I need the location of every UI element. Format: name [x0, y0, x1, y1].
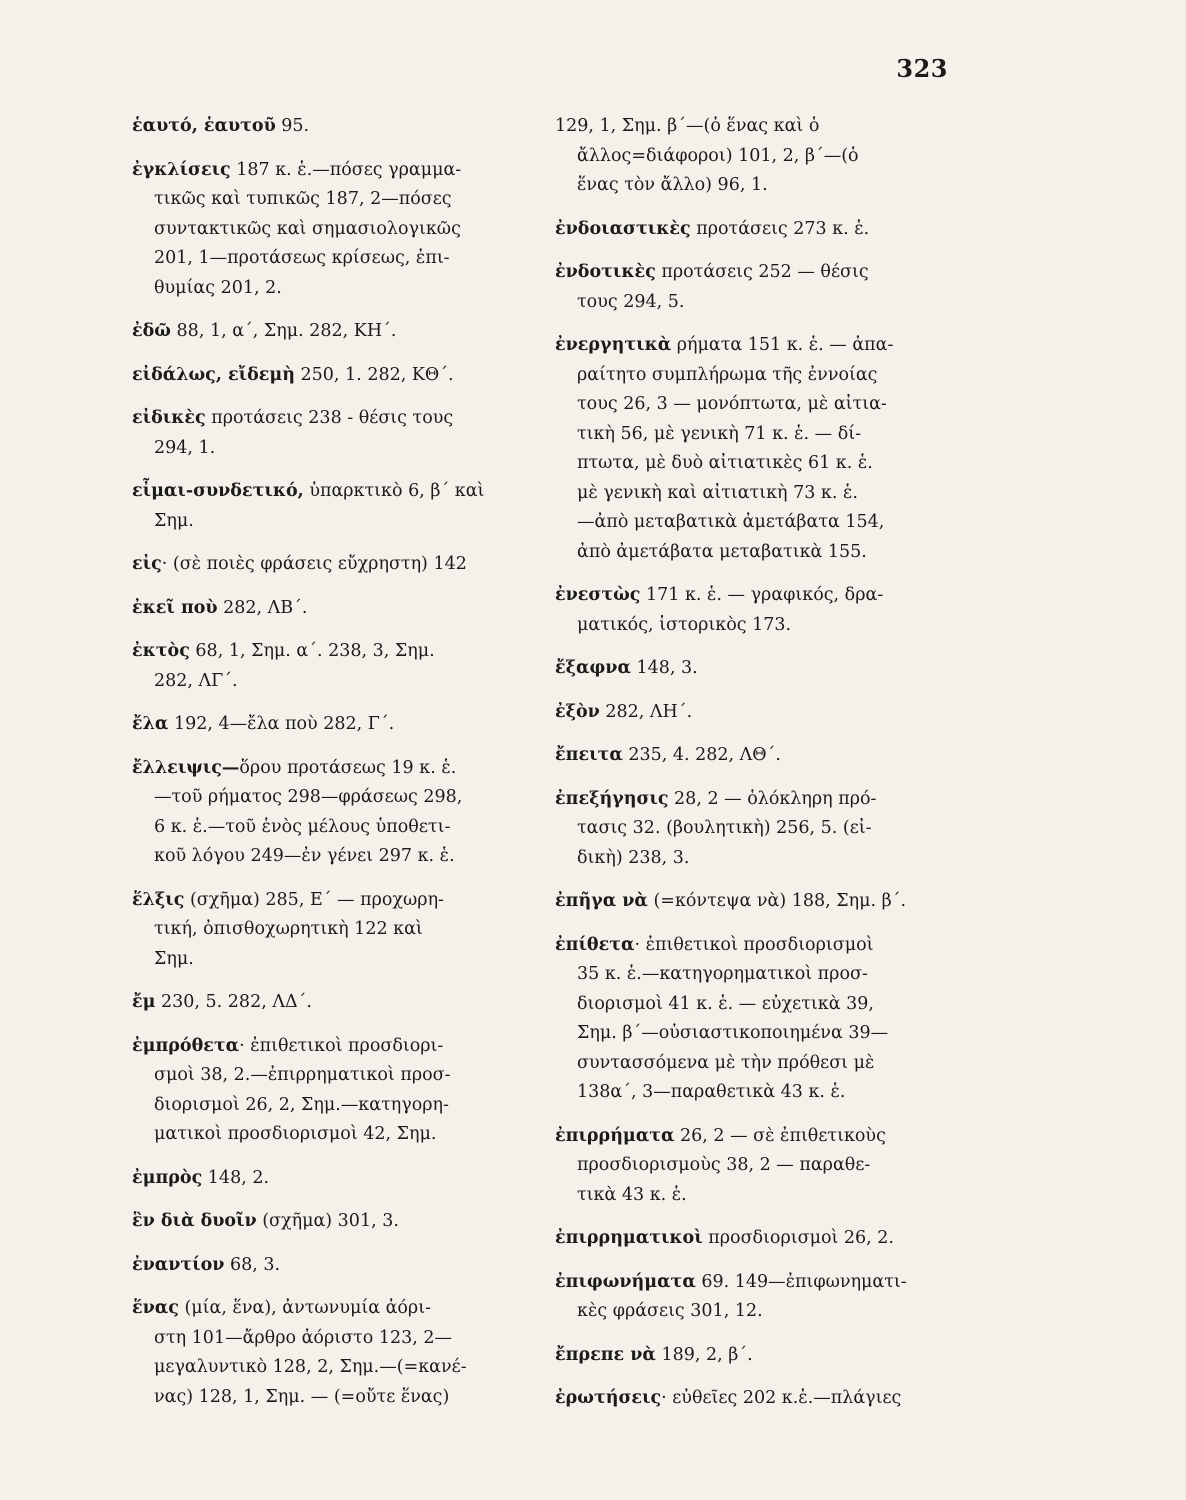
index-entry-line [555, 142, 920, 172]
index-entry-text: τική, ὀπισθοχωρητικὴ 122 καὶ [154, 919, 423, 939]
index-entry-text: ἄλλος=διάφοροι) 101, 2, β΄—(ὁ [577, 145, 859, 166]
index-entry-line [555, 581, 920, 611]
index-entry-text: μεγαλυντικὸ 128, 2, Σημ.—(=κανέ- [154, 1357, 467, 1377]
index-entry-line [555, 844, 920, 874]
index-entry-headword: ἕνας [132, 1298, 179, 1318]
index-entry-text: τους 26, 3 — μονόπτωτα, μὲ αἰτια- [577, 394, 887, 414]
index-entry-line [132, 594, 497, 624]
index-entry-text: προτάσεις 252 — θέσις [655, 262, 869, 282]
index-entry [132, 361, 497, 391]
index-entry-line [132, 1251, 497, 1281]
index-entry-text: μὲ γενικὴ καὶ αἰτιατικὴ 73 κ. ἑ. [577, 482, 858, 503]
index-entry-line [132, 710, 497, 740]
index-entry [132, 1251, 497, 1281]
index-entry-line [132, 404, 497, 434]
index-entry-line [132, 945, 497, 975]
index-entry-text: 235, 4. 282, ΛΘ΄. [622, 745, 781, 765]
index-entry-line [132, 550, 497, 580]
index-entry-line [132, 1032, 497, 1062]
index-entry-text: 282, ΛΒ΄. [217, 597, 308, 618]
index-entry-text: —τοῦ ρήματος 298—φράσεως 298, [154, 787, 463, 807]
index-entry-headword: ἐξὸν [555, 701, 600, 722]
index-entry-line [555, 1224, 920, 1254]
index-entry-headword: ἐνδοιαστικὲς [555, 218, 691, 239]
index-entry-headword: ἐπίθετα [555, 934, 635, 955]
index-entry-headword: ἔξαφνα [555, 658, 631, 678]
index-entry-text: σμοὶ 38, 2.—ἐπιρρηματικοὶ προσ- [154, 1065, 451, 1085]
index-entry-line [555, 1122, 920, 1152]
index-entry [132, 1032, 497, 1150]
index-entry [555, 931, 920, 1108]
index-column-left [132, 112, 497, 1426]
index-entry-text: 148, 2. [202, 1167, 270, 1188]
index-entry-line [555, 1297, 920, 1327]
index-entry [555, 1224, 920, 1254]
index-entry-line [132, 754, 497, 784]
index-entry-text: 26, 2 — σὲ ἐπιθετικοὺς [674, 1125, 886, 1146]
index-entry-line [555, 420, 920, 450]
index-entry-line [132, 244, 497, 274]
index-entry-headword: ἐνεργητικὰ [555, 335, 672, 355]
index-entry-line [555, 887, 920, 917]
index-entry-line [555, 611, 920, 641]
index-entry-line [555, 508, 920, 538]
index-entry-text: (=κόντεψα νὰ) 188, Σημ. β΄. [647, 891, 907, 911]
index-entry-headword: ἐμπρὸς [132, 1167, 203, 1188]
index-entry-line [555, 215, 920, 245]
index-entry-text: προσδιορισμοὺς 38, 2 — παραθε- [577, 1155, 871, 1175]
index-entry-line [132, 1061, 497, 1091]
index-entry-line [555, 449, 920, 479]
index-entry-text: πτωτα, μὲ δυὸ αἰτιατικὲς 61 κ. ἑ. [577, 453, 873, 473]
index-entry-headword: ἐκεῖ ποὺ [132, 597, 218, 618]
index-entry-line [132, 915, 497, 945]
index-entry-line [555, 1078, 920, 1108]
index-entry [555, 654, 920, 684]
index-entry-text: τικὰ 43 κ. ἑ. [577, 1184, 687, 1205]
index-entry-headword: ἕλξις [132, 889, 185, 910]
index-entry-line [555, 1019, 920, 1049]
index-entry-text: ματικοὶ προσδιορισμοὶ 42, Σημ. [154, 1124, 437, 1144]
index-entry-line [555, 1049, 920, 1079]
index-entry-line [132, 1120, 497, 1150]
index-entry-line [132, 1294, 497, 1324]
index-entry-text: κοῦ λόγου 249—ἐν γένει 297 κ. ἑ. [154, 846, 455, 866]
index-entry-headword: ἐπιρρηματικοὶ [555, 1228, 703, 1248]
index-entry-line [132, 361, 497, 391]
index-entry-line [132, 1383, 497, 1413]
index-entry-text: Σημ. β΄—οὐσιαστικοποιημένα 39— [577, 1023, 889, 1043]
index-entry-headword: ἐκτὸς [132, 641, 190, 661]
index-entry-line [132, 185, 497, 215]
index-entry-headword: ἐπιρρήματα [555, 1125, 675, 1146]
index-entry-headword: ἑαυτό, ἑαυτοῦ [132, 116, 276, 136]
index-entry-headword: ἔλα [132, 714, 169, 734]
index-entry [555, 1341, 920, 1371]
index-entry-text: τους 294, 5. [577, 291, 685, 312]
index-entry-text: ἀπὸ ἀμετάβατα μεταβατικὰ 155. [577, 541, 867, 562]
index-entry-line [132, 507, 497, 537]
index-entry [132, 156, 497, 304]
index-entry-text: · (σὲ ποιὲς φράσεις εὔχρηστη) 142 [161, 554, 467, 574]
index-entry-text: τικὴ 56, μὲ γενικὴ 71 κ. ἑ. — δί- [577, 423, 862, 444]
index-entry-line [132, 156, 497, 186]
index-entry-text: 187 κ. ἑ.—πόσες γραμμα- [230, 159, 462, 180]
index-entry-headword: ἔπρεπε νὰ [555, 1344, 656, 1365]
index-entry [132, 1294, 497, 1412]
index-entry-text: (μία, ἕνα), ἀντωνυμία ἀόρι- [178, 1298, 431, 1318]
index-entry-text: δικὴ) 238, 3. [577, 847, 690, 868]
index-entry-line [555, 1384, 920, 1414]
index-entry [555, 785, 920, 874]
index-entry-line [555, 390, 920, 420]
index-entry [132, 317, 497, 347]
index-entry-text: ἕνας τὸν ἄλλο) 96, 1. [577, 175, 768, 195]
index-entry-line [132, 988, 497, 1018]
index-entry-headword: ἔμ [132, 992, 156, 1012]
index-entry [555, 581, 920, 640]
index-entry-text: ραίτητο συμπλήρωμα τῆς ἐννοίας [577, 364, 878, 385]
index-entry-text: 282, ΛΓ΄. [154, 670, 238, 691]
index-entry-line [555, 1151, 920, 1181]
index-entry-headword: ἐναντίον [132, 1254, 225, 1275]
index-entry-text: προτάσεις 273 κ. ἑ. [690, 218, 870, 239]
index-entry-line [132, 813, 497, 843]
index-entry-line [555, 814, 920, 844]
index-entry-line [132, 1164, 497, 1194]
index-entry-text: 129, 1, Σημ. β΄—(ὁ ἕνας καὶ ὁ [555, 116, 820, 136]
index-entry [555, 1122, 920, 1211]
index-entry-line [132, 1207, 497, 1237]
index-entry-text: 282, ΛΗ΄. [599, 701, 693, 722]
index-entry-text: 171 κ. ἑ. — γραφικός, δρα- [640, 585, 884, 605]
index-entry-headword: ἓν διὰ δυοῖν [132, 1211, 257, 1231]
index-entry-headword: ἐρωτήσεις [555, 1388, 662, 1408]
index-entry [555, 1384, 920, 1414]
index-entry-line [555, 171, 920, 201]
index-entry-headword: εἰδικὲς [132, 408, 206, 428]
index-entry-line [555, 112, 920, 142]
index-entry [132, 988, 497, 1018]
index-entry-text: 68, 1, Σημ. α΄. 238, 3, Σημ. [189, 641, 435, 661]
index-entry-text: προτάσεις 238 - θέσις τους [205, 408, 454, 428]
index-entry-text: Σημ. [154, 510, 194, 531]
index-entry-line [555, 931, 920, 961]
index-entry-text: 250, 1. 282, ΚΘ΄. [294, 364, 454, 385]
index-entry-text: συντασσόμενα μὲ τὴν πρόθεσι μὲ [577, 1052, 875, 1073]
index-entry-line [555, 741, 920, 771]
index-entry-headword: ἐμπρόθετα [132, 1035, 240, 1056]
index-entry [555, 698, 920, 728]
index-entry-line [132, 434, 497, 464]
index-entry-line [555, 1181, 920, 1211]
index-entry-line [555, 654, 920, 684]
index-entry [132, 477, 497, 536]
index-entry-text: 138α΄, 3—παραθετικὰ 43 κ. ἑ. [577, 1082, 846, 1102]
index-entry-text: τασις 32. (βουλητικὴ) 256, 5. (εἰ- [577, 818, 872, 838]
index-entry-line [555, 288, 920, 318]
index-column-right [555, 112, 920, 1428]
index-entry-headword: ἐπιφωνήματα [555, 1271, 696, 1292]
index-entry-line [132, 1353, 497, 1383]
index-entry-line [132, 112, 497, 142]
index-entry-line [555, 1268, 920, 1298]
index-entry-text: 192, 4—ἔλα ποὺ 282, Γ΄. [168, 714, 395, 734]
index-entry [132, 754, 497, 872]
index-entry-line [555, 960, 920, 990]
index-entry [132, 710, 497, 740]
index-entry-text: ὅρου προτάσεως 19 κ. ἑ. [239, 757, 457, 778]
index-entry-text: κὲς φράσεις 301, 12. [577, 1301, 763, 1321]
index-entry-line [555, 479, 920, 509]
index-entry-text: 69. 149—ἐπιφωνηματι- [695, 1271, 907, 1292]
index-entry-text: συντακτικῶς καὶ σημασιολογικῶς [154, 218, 461, 239]
index-entry-headword: ἐγκλίσεις [132, 159, 231, 180]
index-entry-text: 28, 2 — ὁλόκληρη πρό- [668, 788, 877, 809]
index-entry [555, 331, 920, 567]
index-entry-text: τικῶς καὶ τυπικῶς 187, 2—πόσες [154, 189, 452, 209]
index-entry-text: διορισμοὶ 26, 2, Σημ.—κατηγορη- [154, 1094, 449, 1115]
index-entry-text: νας) 128, 1, Σημ. — (=οὔτε ἕνας) [154, 1386, 450, 1407]
index-entry-headword: ἐπεξήγησις [555, 788, 669, 809]
index-entry-text: 294, 1. [154, 437, 216, 458]
index-entry-line [132, 1091, 497, 1121]
index-entry-text: —ἀπὸ μεταβατικὰ ἀμετάβατα 154, [577, 512, 885, 532]
index-entry-headword: ἔπειτα [555, 745, 623, 765]
index-entry-headword: ἐδῶ [132, 321, 171, 341]
index-entry [132, 112, 497, 142]
index-entry-line [555, 538, 920, 568]
page-number: 323 [896, 54, 948, 83]
index-entry-headword: εἰς [132, 554, 162, 574]
index-entry [555, 215, 920, 245]
index-entry-headword: ἐπῆγα νὰ [555, 891, 648, 911]
index-entry-line [555, 1341, 920, 1371]
index-entry-headword: ἐνεστὼς [555, 585, 641, 605]
index-entry-headword: εἰδάλως, εἴδεμὴ [132, 364, 295, 385]
index-entry-text: 95. [275, 116, 310, 136]
index-entry [132, 594, 497, 624]
index-entry-text: προσδιορισμοὶ 26, 2. [702, 1228, 894, 1248]
index-entry-text: στη 101—ἄρθρο ἀόριστο 123, 2— [154, 1327, 452, 1348]
index-entry-text: · ἐπιθετικοὶ προσδιορισμοὶ [634, 934, 874, 955]
index-entry [132, 886, 497, 975]
index-entry-line [555, 258, 920, 288]
index-entry [555, 1268, 920, 1327]
index-entry-text: · εὐθεῖες 202 κ.ἑ.—πλάγιες [661, 1388, 902, 1408]
index-entry-text: 35 κ. ἑ.—κατηγορηματικοὶ προσ- [577, 964, 868, 984]
index-entry-text: διορισμοὶ 41 κ. ἑ. — εὐχετικὰ 39, [577, 993, 874, 1014]
index-entry [132, 404, 497, 463]
index-entry-line [555, 990, 920, 1020]
index-entry-line [555, 361, 920, 391]
index-entry-line [132, 477, 497, 507]
index-entry [555, 741, 920, 771]
index-entry-text: 68, 3. [224, 1254, 281, 1275]
index-entry-line [132, 783, 497, 813]
index-entry-headword: ἔλλειψις— [132, 757, 240, 778]
index-entry-text: ρήματα 151 κ. ἑ. — ἀπα- [671, 335, 894, 355]
index-entry-text: 189, 2, β΄. [655, 1344, 753, 1365]
index-entry [132, 637, 497, 696]
index-entry-line [132, 842, 497, 872]
index-entry-text: · ἐπιθετικοὶ προσδιορι- [239, 1035, 444, 1056]
index-entry-line [132, 215, 497, 245]
index-entry-text: ὑπαρκτικὸ 6, β΄ καὶ [303, 481, 485, 501]
index-entry [132, 1207, 497, 1237]
index-entry-line [555, 331, 920, 361]
index-entry-text: 230, 5. 282, ΛΔ΄. [155, 992, 312, 1012]
index-entry-text: (σχῆμα) 285, Ε΄ — προχωρη- [184, 889, 444, 910]
index-entry-headword: εἶμαι-συνδετικό, [132, 481, 304, 501]
index-entry-text: 148, 3. [630, 658, 698, 678]
index-entry-line [132, 637, 497, 667]
index-entry-line [555, 698, 920, 728]
index-entry-text: (σχῆμα) 301, 3. [256, 1211, 399, 1231]
index-entry-text: θυμίας 201, 2. [154, 277, 282, 298]
index-entry [555, 112, 920, 201]
index-entry-text: 201, 1—προτάσεως κρίσεως, ἐπι- [154, 248, 450, 268]
index-entry-line [132, 1324, 497, 1354]
index-entry-line [132, 667, 497, 697]
index-entry [132, 1164, 497, 1194]
index-entry-line [132, 886, 497, 916]
index-entry-line [132, 317, 497, 347]
index-entry-line [555, 785, 920, 815]
index-entry-text: Σημ. [154, 948, 194, 969]
index-entry-headword: ἐνδοτικὲς [555, 262, 656, 282]
index-entry [132, 550, 497, 580]
index-entry-text: 6 κ. ἑ.—τοῦ ἑνὸς μέλους ὑποθετι- [154, 816, 451, 837]
index-entry-text: ματικός, ἱστορικὸς 173. [577, 614, 792, 635]
index-entry-text: 88, 1, α΄, Σημ. 282, ΚΗ΄. [170, 321, 397, 341]
index-entry [555, 258, 920, 317]
index-entry [555, 887, 920, 917]
index-entry-line [132, 274, 497, 304]
